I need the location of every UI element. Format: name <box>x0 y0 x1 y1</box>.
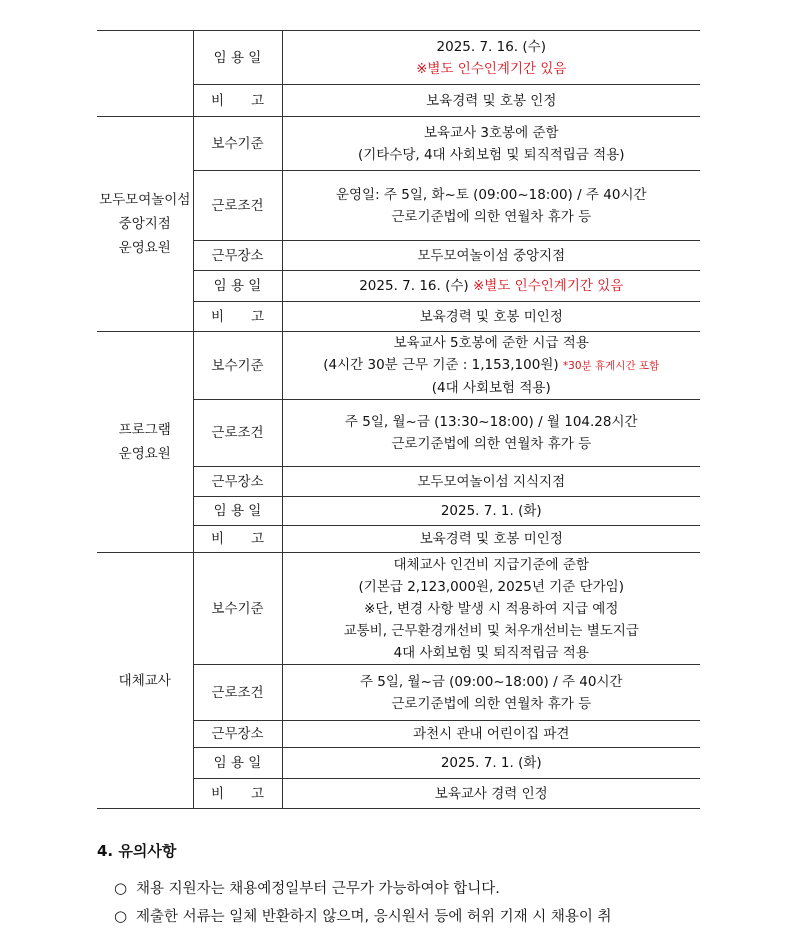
label-remark: 비 고 <box>193 779 282 809</box>
value-workplace: 모두모여놀이섬 중앙지점 <box>282 241 700 271</box>
value-remark: 보육경력 및 호봉 미인정 <box>282 302 700 332</box>
value-start-date: 2025. 7. 1. (화) <box>282 497 700 526</box>
label-remark: 비 고 <box>193 526 282 553</box>
label-workplace: 근무장소 <box>193 241 282 271</box>
label-start-date: 임 용 일 <box>193 31 282 85</box>
value-remark: 보육교사 경력 인정 <box>282 779 700 809</box>
value-remark: 보육경력 및 호봉 인정 <box>282 85 700 117</box>
break-time-note: *30분 휴게시간 포함 <box>562 360 660 372</box>
list-item: ○ 제출한 서류는 일체 반환하지 않으며, 응시원서 등에 허위 기재 시 채용이 취 <box>114 907 612 925</box>
label-pay: 보수기준 <box>193 553 282 665</box>
value-start-date: 2025. 7. 16. (수) ※별도 인수인계기간 있음 <box>282 271 700 302</box>
label-workplace: 근무장소 <box>193 721 282 748</box>
handover-note: ※별도 인수인계기간 있음 <box>472 278 624 294</box>
group-name-central-operator: 모두모여놀이섬 중앙지점 운영요원 <box>97 117 193 332</box>
circle-bullet-icon: ○ <box>114 879 128 897</box>
value-conditions: 주 5일, 월~금 (09:00~18:00) / 주 40시간 근로기준법에 의한 연월차 휴가 등 <box>282 665 700 721</box>
label-pay: 보수기준 <box>193 332 282 400</box>
value-start-date: 2025. 7. 16. (수) ※별도 인수인계기간 있음 <box>282 31 700 85</box>
label-conditions: 근로조건 <box>193 665 282 721</box>
label-remark: 비 고 <box>193 302 282 332</box>
circle-bullet-icon: ○ <box>114 907 128 925</box>
label-remark: 비 고 <box>193 85 282 117</box>
group-cell-continued <box>97 31 193 117</box>
value-pay: 보육교사 5호봉에 준한 시급 적용 (4시간 30분 근무 기준 : 1,153,100원) *30분 휴게시간 포함 (4대 사회보험 적용) <box>282 332 700 400</box>
value-workplace: 과천시 관내 어린이집 파견 <box>282 721 700 748</box>
label-start-date: 임 용 일 <box>193 748 282 779</box>
value-start-date: 2025. 7. 1. (화) <box>282 748 700 779</box>
value-pay: 대체교사 인건비 지급기준에 준함 (기본급 2,123,000원, 2025년 기준 단가임) ※단, 변경 사항 발생 시 적용하여 지급 예정 교통비, 근무환경개선비 및 처우개선비는 별도지급 4대 사회보험 및 퇴직적립금 적용 <box>282 553 700 665</box>
group-name-program-operator: 프로그램 운영요원 <box>97 332 193 553</box>
list-item: ○ 채용 지원자는 채용예정일부터 근무가 가능하여야 합니다. <box>114 879 500 897</box>
value-workplace: 모두모여놀이섬 지식지점 <box>282 467 700 497</box>
section-title: 4. 유의사항 <box>97 842 177 860</box>
value-conditions: 운영일: 주 5일, 화~토 (09:00~18:00) / 주 40시간 근로기준법에 의한 연월차 휴가 등 <box>282 171 700 241</box>
label-start-date: 임 용 일 <box>193 497 282 526</box>
value-remark: 보육경력 및 호봉 미인정 <box>282 526 700 553</box>
group-name-substitute-teacher: 대체교사 <box>97 553 193 809</box>
value-conditions: 주 5일, 월~금 (13:30~18:00) / 월 104.28시간 근로기준법에 의한 연월차 휴가 등 <box>282 400 700 467</box>
label-pay: 보수기준 <box>193 117 282 171</box>
label-workplace: 근무장소 <box>193 467 282 497</box>
label-conditions: 근로조건 <box>193 400 282 467</box>
notice-list <box>114 877 612 933</box>
label-conditions: 근로조건 <box>193 171 282 241</box>
recruitment-conditions-table <box>97 30 700 809</box>
label-start-date: 임 용 일 <box>193 271 282 302</box>
handover-note: ※별도 인수인계기간 있음 <box>416 60 567 77</box>
value-pay: 보육교사 3호봉에 준함 (기타수당, 4대 사회보험 및 퇴직적립금 적용) <box>282 117 700 171</box>
